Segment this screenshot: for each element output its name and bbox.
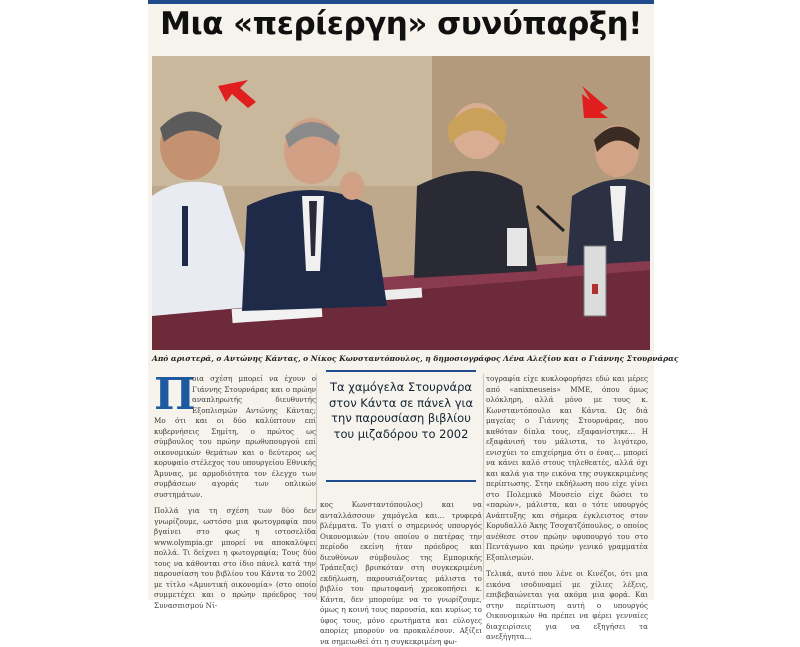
article-photo [152,56,650,350]
pull-quote-line: την παρουσίαση βιβλίου [331,411,471,425]
pull-quote [326,370,476,482]
column-divider [316,374,317,600]
paragraph: Τελικά, αυτό που λένε οι Κινέζοι, ότι μια εικόνα ισοδυναμεί με χίλιες λέξεις, επιβεβαιώνεται για ακόμα μια φορά. Και στην περίπτωση αυτή ο υπουργός Οικονομικών θα πρέπει να φέρει γενναίες διαχειρίσεις για να εξηγήσει τα ανεξήγητα... [486,569,648,641]
article-column-2 [320,500,482,646]
headline: Μια «περίεργη» συνύπαρξη! [160,6,642,42]
newspaper-clipping [148,0,679,646]
pull-quote-line: στον Κάντα σε πάνελ για [328,395,474,410]
pull-quote-line: του μιζαδόρου το 2002 [333,426,469,441]
article-column-1 [154,369,316,610]
column-divider [483,374,484,600]
paragraph: τογραφία είχε κυκλοφορήσει εδώ και μέρες από «anixneuseis» ΜΜΕ, όπου όμως ολόκληρη, αλλά μόνο με τους κ. Κωνσταντόπουλο και Κάντα. Ως διά μαγείας ο Γιάννης Στουρνάρας, που καθόταν δίπλα τους, εξαφανίστηκε... Η εξαφάνισή του μάλιστα, το λιγότερο, ενισχύει το επιχείρημα ότι ο ένας... μπορεί να κάνει καλό στους τηλεθεατές, αλλά όχι και καλά για την εικόνα της συγκεκριμένης περίπτωσης. Στην εκδήλωση που είχε γίνει στο Πολεμικό Μουσείο είχε δώσει το «παρών», μάλιστα, και ο τότε υπουργός Ανάπτυξης και σήμερα έγκλειστος στον Κορυδαλλό Άκης Τσοχατζόπουλος, ο οποίος ανέθεσε στον πρώην υφυπουργό του στο Πεντάγωνο και πρώην γενικό γραμματέα Εξοπλισμών. [486,374,648,562]
drop-cap: Π [154,369,196,420]
pull-quote-line: Τα χαμόγελα Στουρνάρα [330,380,472,394]
paragraph: οια σχέση μπορεί να έχουν ο Γιάννης Στουρνάρας και ο πρώην αναπληρωτής διευθυντής Εξοπλισμών Αντώνης Κάντας; Μο ότι και οι δύο καλύπτουν επί κυβερνήσεις Σημίτη, ο πρώτος ως σύμβουλος του πρώην πρωθυπουργού επί οικονομικών θεμάτων και ο δεύτερος ως κορυφαίο στέλεχος του υπουργείου Εθνικής Άμυνας, με αρμοδιότητα τον έλεγχο των συμβάσεων αγοράς των οπλικών συστημάτων. [154,374,316,499]
photo-caption: Από αριστερά, ο Αντώνης Κάντας, ο Νίκος Κωνσταντόπουλος, η δημοσιογράφος Λένα Αλεξίου και ο Γιάννης Στουρνάρας [152,354,679,363]
paragraph: κος Κωνσταντόπουλος) και να ανταλλάσσουν χαμόγελα και... τρυφερά βλέμματα. Το γιατί ο σημερινός υπουργός Οικονομικών (του οποίου ο πατέρας την περίοδο εκείνη ήταν πρόεδρος και διευθύνων σύμβουλος της Εμπορικής Τράπεζας) βρισκόταν στη συγκεκριμένη εκδήλωση, παρουσιάζοντας μάλιστα το βιβλίο του πρωτοφανή χρεοκοπήσει κ. Κάντα, δεν μπορούμε να το γνωρίζουμε, όμως η κοινή τους παρουσία, και κυρίως το ύφος τους, μόνο ερωτήματα και εύλογες απορίες μπορούν να προκαλέσουν. Αξίζει να σημειωθεί ότι η συγκεκριμένη φω- [320,500,482,646]
article-column-3 [486,374,648,641]
paragraph: Πολλά για τη σχέση των δύο δεν γνωρίζουμε, ωστόσο μια φωτογραφία που βγαίνει στο φως η ιστοσελίδα www.olympia.gr μπορεί να αποκαλύψει πολλά. Τι δείχνει η φωτογραφία; Τους δύο τους να κάθονται στο ίδιο πάνελ κατά την παρουσίαση του βιβλίου του Κάντα το 2002 με τίτλο «Αμυντική οικονομία» (στο οποίο συμμετέχει και ο πρώην πρόεδρος του Συνασπισμού Νί- [154,506,316,610]
